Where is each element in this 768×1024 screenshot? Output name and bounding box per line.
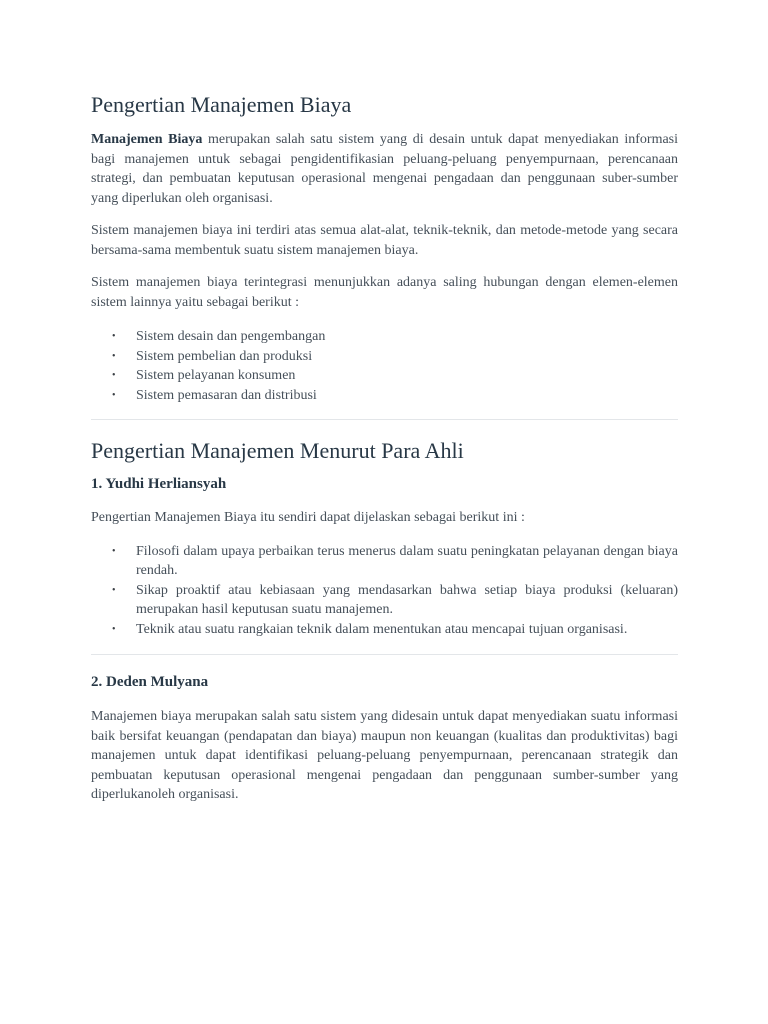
list-item-text: Sistem desain dan pengembangan: [136, 329, 326, 344]
list-item: [112, 366, 678, 386]
list-item: [112, 347, 678, 367]
list-item-text: Sistem pembelian dan produksi: [136, 348, 313, 364]
list-item: [112, 620, 678, 640]
subheading-yudhi: 1. Yudhi Herliansyah: [91, 476, 227, 492]
paragraph-integrasi: Sistem manajemen biaya terintegrasi menunjukkan adanya saling hubungan dengan elemen-elemen sistem lainnya yaitu sebagai berikut :: [91, 275, 678, 310]
list-item: [112, 581, 678, 620]
list-item-text: Filosofi dalam upaya perbaikan terus menerus dalam suatu peningkatan pelayanan dengan biaya rendah.: [136, 543, 678, 578]
intro-text: merupakan salah satu sistem yang di desain untuk dapat menyediakan informasi bagi manajemen untuk sebagai pengidentifikasian peluang-peluang penyempurnaan, perencanaan strategi, dan pembuatan keputusan operasional mengenai pengadaan dan penggunaan suber-sumber yang diperlukan oleh organisasi.: [91, 132, 679, 206]
section-divider: [91, 419, 678, 420]
subheading-deden: 2. Deden Mulyana: [91, 674, 209, 690]
paragraph-deden: Manajemen biaya merupakan salah satu sistem yang didesain untuk dapat menyediakan suatu informasi baik bersifat keuangan (pendapatan dan biaya) maupun non keuangan (kualitas dan produktivitas) bagi manajemen untuk dapat identifikasi peluang-peluang penyempurnaan, perencanaan strategik dan pembuatan keputusan operasional mengenai pengadaan dan penggunaan sumber-sumber yang diperlukanoleh organisasi.: [91, 709, 678, 802]
bullet-icon: •: [112, 370, 116, 381]
bullet-icon: •: [112, 584, 116, 596]
section-title-para-ahli: Pengertian Manajemen Menurut Para Ahli: [91, 438, 464, 463]
bullet-icon: •: [112, 350, 116, 362]
list-item: [112, 542, 678, 581]
intro-paragraph: [91, 130, 678, 208]
definition-list: [91, 542, 678, 640]
list-item-text: Sikap proaktif atau kebiasaan yang mendasarkan bahwa setiap biaya produksi (keluaran) merupakan hasil keputusan suatu manajemen.: [136, 582, 678, 617]
intro-bold-term: Manajemen Biaya: [91, 132, 203, 147]
list-item-text: Teknik atau suatu rangkaian teknik dalam menentukan atau mencapai tujuan organisasi.: [136, 621, 628, 637]
list-item: [112, 386, 678, 406]
bullet-icon: •: [112, 389, 116, 401]
list-item-text: Sistem pelayanan konsumen: [136, 368, 296, 383]
bullet-icon: •: [112, 623, 116, 635]
bullet-icon: •: [112, 545, 116, 557]
paragraph-yudhi-intro: Pengertian Manajemen Biaya itu sendiri dapat dijelaskan sebagai berikut ini :: [91, 510, 525, 525]
list-item-text: Sistem pemasaran dan distribusi: [136, 387, 317, 403]
list-item: [112, 327, 678, 347]
paragraph-sistem: Sistem manajemen biaya ini terdiri atas semua alat-alat, teknik-teknik, dan metode-metode yang secara bersama-sama membentuk suatu sistem manajemen biaya.: [91, 223, 678, 258]
system-list: [91, 327, 678, 405]
bullet-icon: •: [112, 331, 116, 342]
document-page: [91, 90, 678, 805]
section-title-manajemen-biaya: Pengertian Manajemen Biaya: [91, 92, 352, 117]
section-divider: [91, 654, 678, 655]
